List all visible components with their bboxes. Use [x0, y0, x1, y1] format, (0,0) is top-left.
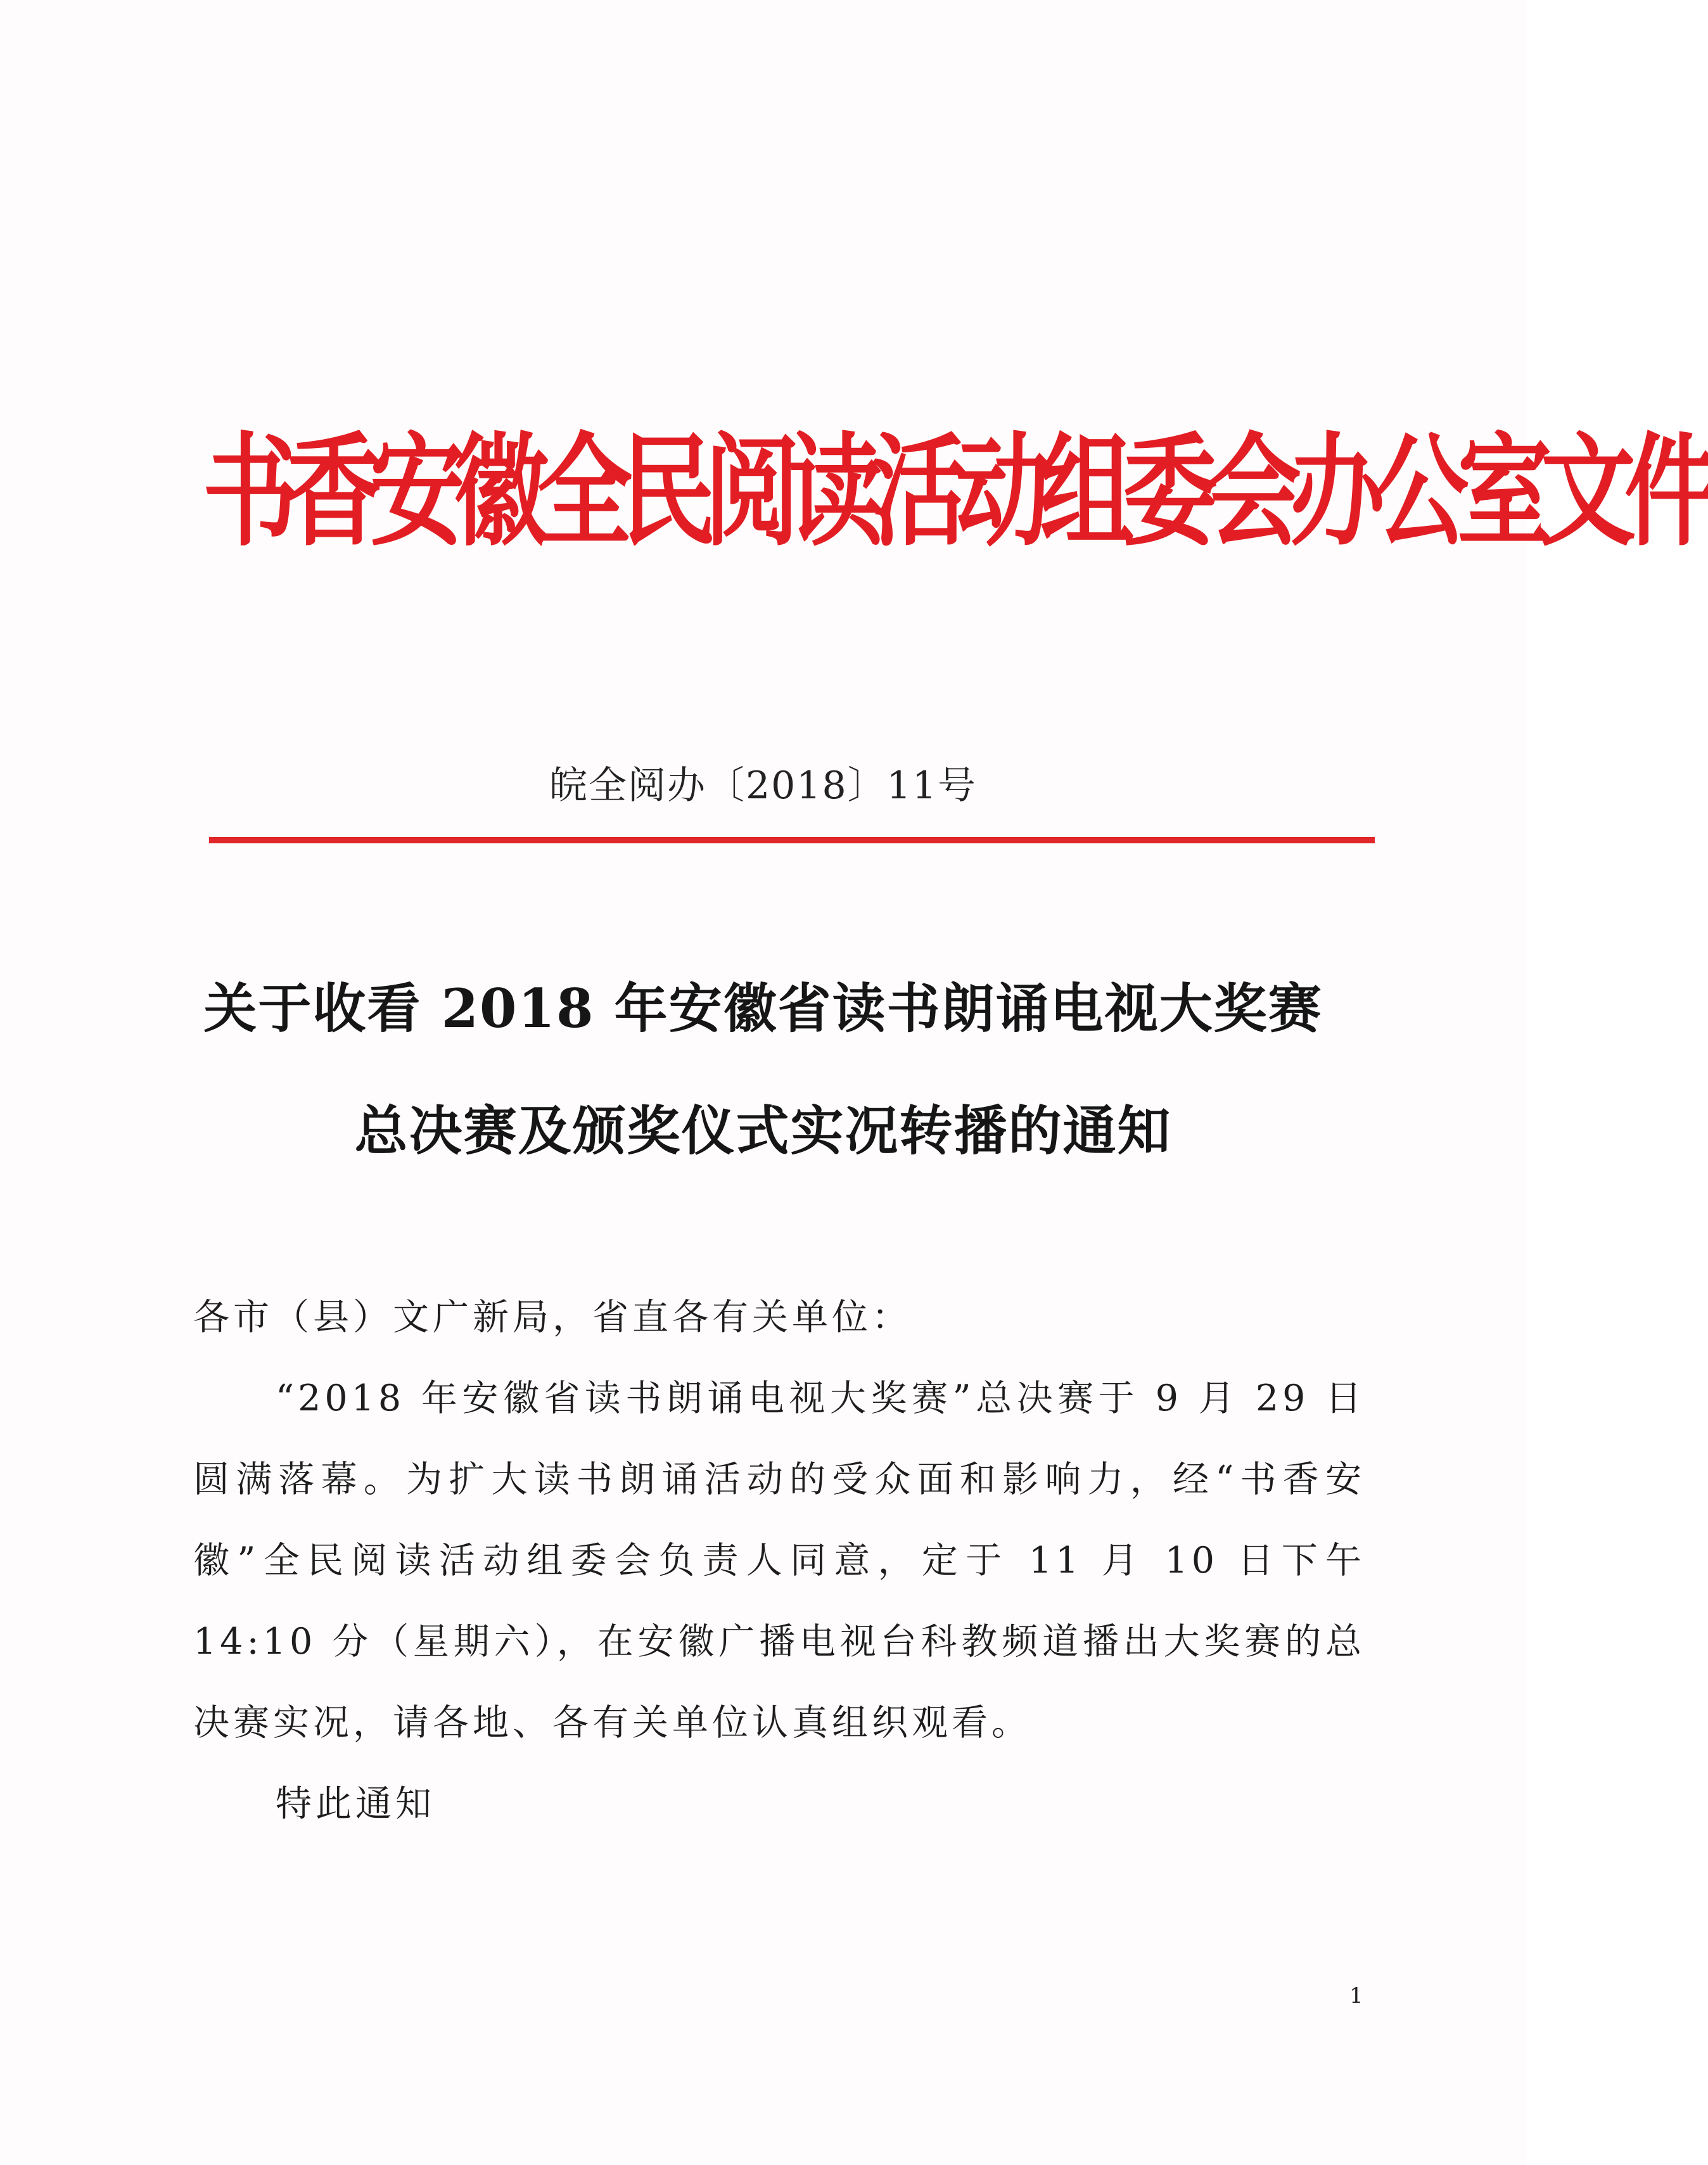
closing-phrase: 特此通知 [276, 1783, 435, 1825]
page-number: 1 [1349, 1983, 1363, 2009]
notice-title-line-2: 总决赛及颁奖仪式实况转播的通知 [354, 1099, 1172, 1162]
document-masthead: 书香安徽全民阅读活动组委会办公室文件 [203, 420, 1708, 563]
notice-title-line-1: 关于收看 2018 年安徽省读书朗诵电视大奖赛 [203, 977, 1323, 1040]
document-number: 皖全阅办〔2018〕11号 [549, 763, 978, 808]
red-divider-line [209, 837, 1375, 843]
body-paragraph: “2018 年安徽省读书朗诵电视大奖赛”总决赛于 9 月 29 日圆满落幕。为扩大读书朗诵活动的受众面和影响力，经“书香安徽”全民阅读活动组委会负责人同意，定于 11 月 10 日下午 14:10 分（星期六），在安徽广播电视台科教频道播出大奖赛的总决赛实况，请各地、各有关单位认真组织观看。 [193, 1377, 1365, 1744]
notice-body [193, 1277, 1365, 1844]
salutation: 各市（县）文广新局，省直各有关单位： [193, 1296, 912, 1338]
